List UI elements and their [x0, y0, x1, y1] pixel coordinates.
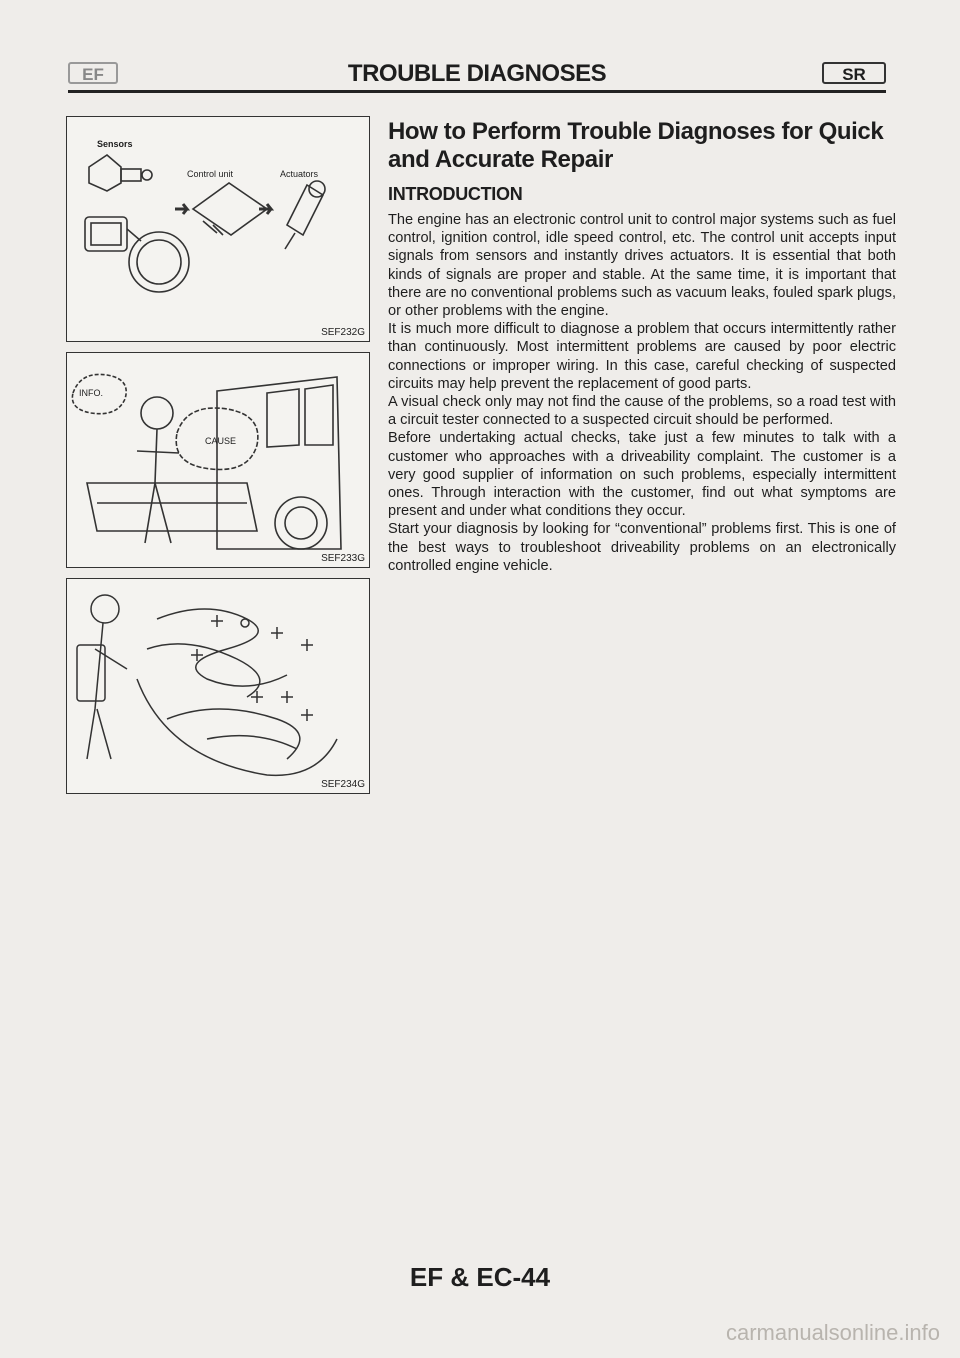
main-content — [388, 118, 896, 575]
figure-code: SEF234G — [321, 779, 365, 790]
page-header — [68, 60, 886, 94]
page-header-title: TROUBLE DIAGNOSES — [347, 60, 607, 87]
paragraph: The engine has an electronic control unit to control major systems such as fuel control, ignition control, idle speed control, etc. The control unit accepts input signals from sensors and instantly drives actuators. It is essential that both kinds of signals are proper and stable. At the same time, it is important that there are no conventional problems such as vacuum leaks, fouled spark plugs, or other problems with the engine. — [388, 212, 896, 320]
figure-label-actuators: Actuators — [280, 169, 319, 179]
page-number: EF & EC-44 — [409, 1262, 551, 1292]
figure-label-sensors: Sensors — [97, 139, 133, 149]
figure-label-info: INFO. — [79, 388, 103, 398]
paragraph: Start your diagnosis by looking for “conventional” problems first. This is one of the best ways to troubleshoot driveability problems on an electronically controlled engine vehicle. — [388, 521, 896, 574]
paragraph: A visual check only may not find the cause of the problems, so a road test with a circuit tester connected to a suspected circuit should be performed. — [388, 394, 896, 429]
figure-sensors-control-actuators — [66, 116, 370, 342]
figure-info-cause — [66, 352, 370, 568]
watermark: carmanualsonline.info — [725, 1320, 940, 1345]
figure-code: SEF233G — [321, 553, 365, 564]
figure-code: SEF232G — [321, 327, 365, 338]
section-title: How to Perform Trouble Diagnoses for Quick and Accurate Repair — [388, 118, 884, 173]
section-badge-ef: EF — [68, 62, 118, 84]
figure-label-cause: CAUSE — [205, 436, 237, 446]
section-badge-sr: SR — [822, 62, 886, 84]
sensors-actuators-illustration — [67, 117, 367, 339]
wiring-check-illustration — [67, 579, 367, 791]
figure-label-control-unit: Control unit — [187, 169, 234, 179]
diagnosis-car-illustration — [67, 353, 367, 565]
subhead-introduction: INTRODUCTION — [388, 184, 523, 204]
figure-wiring-check — [66, 578, 370, 794]
header-rule — [68, 90, 886, 93]
paragraph: Before undertaking actual checks, take just a few minutes to talk with a customer who approaches with a driveability complaint. The customer is a very good supplier of information on such problems, especially intermittent ones. Through interaction with the customer, find out what symptoms are present and under what conditions they occur. — [388, 430, 896, 520]
paragraph: It is much more difficult to diagnose a problem that occurs intermittently rather than continuously. Most intermittent problems are caused by poor electric connections or improper wiring. In this case, careful checking of suspected circuits may help prevent the replacement of good parts. — [388, 321, 896, 392]
